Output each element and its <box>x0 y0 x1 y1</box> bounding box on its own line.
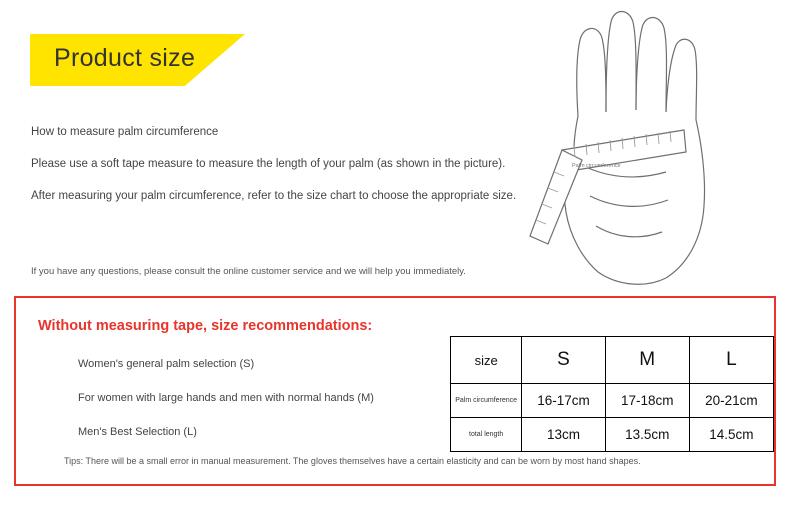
recommendation-list <box>78 358 374 460</box>
cell-palm-l: 20-21cm <box>689 384 773 418</box>
table-header-s: S <box>522 337 605 384</box>
cell-palm-s: 16-17cm <box>522 384 605 418</box>
table-row <box>451 384 774 418</box>
list-item: For women with large hands and men with normal hands (M) <box>78 392 374 404</box>
row-label-total-length: total length <box>451 418 522 452</box>
page-title: Product size <box>54 44 196 72</box>
table-header-row <box>451 337 774 384</box>
table-header-m: M <box>605 337 689 384</box>
table-row <box>451 418 774 452</box>
customer-service-note: If you have any questions, please consult the online customer service and we will help you immediately. <box>31 266 466 277</box>
hand-illustration <box>470 0 790 290</box>
tape-label: Palm circumference <box>572 163 621 169</box>
panel-heading: Without measuring tape, size recommendations: <box>38 318 373 334</box>
intro-line-3: After measuring your palm circumference, refer to the size chart to choose the appropriate size. <box>31 190 517 202</box>
table-header-l: L <box>689 337 773 384</box>
list-item: Men's Best Selection (L) <box>78 426 197 438</box>
cell-length-l: 14.5cm <box>689 418 773 452</box>
cell-length-m: 13.5cm <box>605 418 689 452</box>
intro-line-2: Please use a soft tape measure to measure the length of your palm (as shown in the picture). <box>31 158 506 170</box>
table-header-size: size <box>451 337 522 384</box>
size-chart-table <box>450 336 774 452</box>
row-label-palm-circumference: Palm circumference <box>451 384 522 418</box>
intro-line-1: How to measure palm circumference <box>31 126 219 138</box>
measurement-tips: Tips: There will be a small error in manual measurement. The gloves themselves have a certain elasticity and can be worn by most hand shapes. <box>64 456 641 466</box>
cell-palm-m: 17-18cm <box>605 384 689 418</box>
list-item: Women's general palm selection (S) <box>78 358 255 370</box>
cell-length-s: 13cm <box>522 418 605 452</box>
size-recommendation-panel <box>14 296 776 486</box>
